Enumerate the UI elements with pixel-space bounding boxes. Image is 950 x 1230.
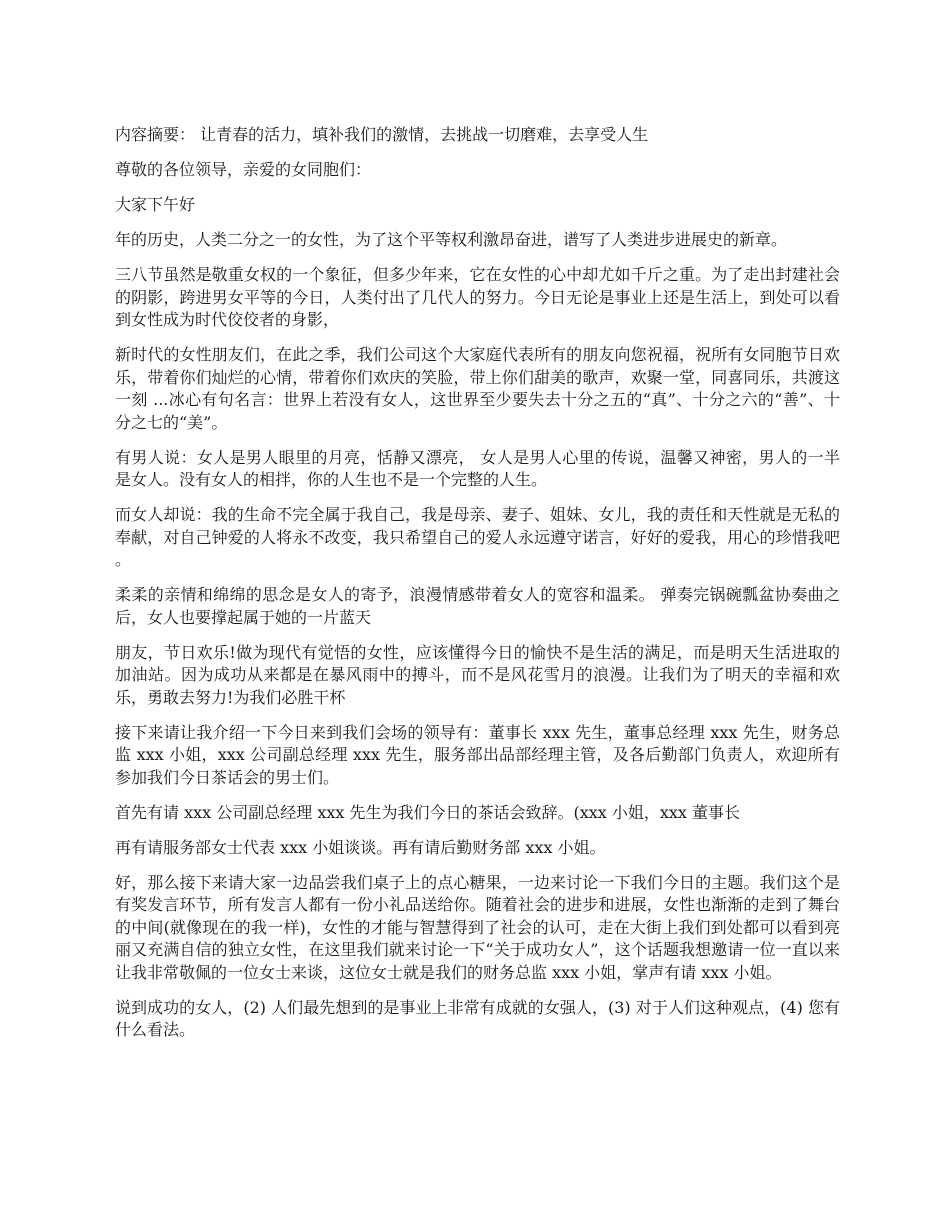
document-body [115,124,840,1054]
body-paragraph: 有男人说：女人是男人眼里的月亮，恬静又漂亮， 女人是男人心里的传说，温馨又神密，男人的一半是女人。没有女人的相拌，你的人生也不是一个完整的人生。 [115,447,840,489]
body-paragraph: 好，那么接下来请大家一边品尝我们桌子上的点心糖果，一边来讨论一下我们今日的主题。我们这个是有奖发言环节，所有发言人都有一份小礼品送给你。随着社会的进步和进展，女性也渐渐的走到了舞台的中间(就像现在的我一样)，女性的才能与智慧得到了社会的认可，走在大街上我们到处都可以看到亮丽又充满自信的独立女性，在这里我们就来讨论一下“关于成功女人”，这个话题我想邀请一位一直以来让我非常敬佩的一位女士来谈，这位女士就是我们的财务总监 xxx 小姐，掌声有请 xxx 小姐。 [115,872,840,982]
body-paragraph: 说到成功的女人，(2) 人们最先想到的是事业上非常有成就的女强人，(3) 对于人们这种观点，(4) 您有什么看法。 [115,997,840,1039]
body-paragraph: 柔柔的亲情和绵绵的思念是女人的寄予，浪漫情感带着女人的宽容和温柔。 弹奏完锅碗瓢盆协奏曲之后，女人也要撑起属于她的一片蓝天 [115,585,840,627]
body-paragraph: 再有请服务部女士代表 xxx 小姐谈谈。再有请后勤财务部 xxx 小姐。 [115,837,606,857]
salutation-paragraph: 尊敬的各位领导，亲爱的女同胞们： [115,160,372,179]
body-paragraph: 年的历史，人类二分之一的女性，为了这个平等权利激昂奋进，谱写了人类进步进展史的新章。 [115,230,788,249]
body-paragraph: 而女人却说：我的生命不完全属于我自己，我是母亲、妻子、姐妹、女儿，我的责任和天性就是无私的奉献，对自己钟爱的人将永不改变，我只希望自己的爱人永远遵守诺言，好好的爱我，用心的珍惜我吧 。 [115,505,840,569]
body-paragraph: 三八节虽然是敬重女权的一个象征，但多少年来，它在女性的心中却尤如千斤之重。为了走出封建社会的阴影，跨进男女平等的今日，人类付出了几代人的努力。今日无论是事业上还是生活上，到处可以看到女性成为时代佼佼者的身影， [115,265,840,329]
summary-paragraph: 内容摘要： 让青春的活力，填补我们的激情，去挑战一切磨难，去享受人生 [115,125,649,144]
body-paragraph: 新时代的女性朋友们，在此之季，我们公司这个大家庭代表所有的朋友向您祝福，祝所有女同胞节日欢乐，带着你们灿烂的心情，带着你们欢庆的笑脸，带上你们甜美的歌声，欢聚一堂，同喜同乐，共渡这一刻 ...冰心有句名言：世界上若没有女人，这世界至少要失去十分之五的“真”、十分之六的“善”、十分之七的“美”。 [115,345,840,432]
greeting-paragraph: 大家下午好 [115,195,196,214]
body-paragraph: 接下来请让我介绍一下今日来到我们会场的领导有：董事长 xxx 先生，董事总经理 xxx 先生，财务总监 xxx 小姐，xxx 公司副总经理 xxx 先生，服务部出品部经理主管，及各后勤部门负责人，欢迎所有参加我们今日茶话会的男士们。 [115,722,840,787]
body-paragraph: 首先有请 xxx 公司副总经理 xxx 先生为我们今日的茶话会致辞。(xxx 小姐，xxx 董事长 [115,802,741,822]
body-paragraph: 朋友，节日欢乐!做为现代有觉悟的女性，应该懂得今日的愉快不是生活的满足，而是明天生活进取的加油站。因为成功从来都是在暴风雨中的搏斗，而不是风花雪月的浪漫。让我们为了明天的幸福和欢乐，勇敢去努力!为我们必胜干杯 [115,642,840,707]
